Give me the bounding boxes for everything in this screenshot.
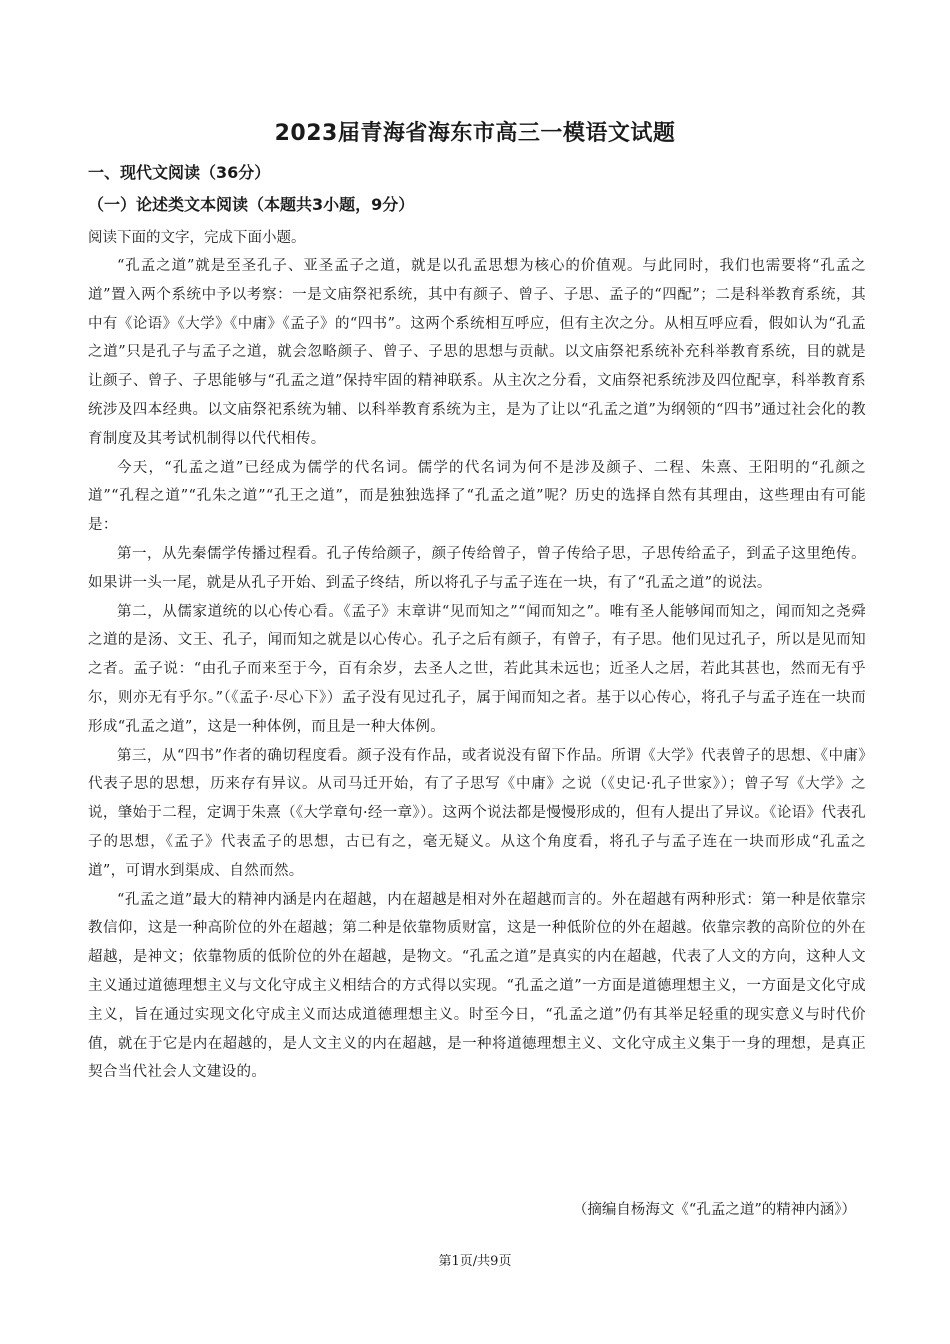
paragraph-1: “孔孟之道”就是至圣孔子、亚圣孟子之道，就是以孔孟思想为核心的价值观。与此同时，我们也需要将“孔孟之道”置入两个系统中予以考察：一是文庙祭祀系统，其中有颜子、曾子、子思、孟子的“四配”；二是科举教育系统，其中有《论语》《大学》《中庸》《孟子》的“四书”。这两个系统相互呼应，但有主次之分。从相互呼应看，假如认为“孔孟之道”只是孔子与孟子之道，就会忽略颜子、曾子、子思的思想与贡献。以文庙祭祀系统补充科举教育系统，目的就是让颜子、曾子、子思能够与“孔孟之道”保持牢固的精神联系。从主次之分看，文庙祭祀系统涉及四位配享，科举教育系统涉及四本经典。以文庙祭祀系统为辅、以科举教育系统为主，是为了让以“孔孟之道”为纲领的“四书”通过社会化的教育制度及其考试机制得以代代相传。 (88, 258, 866, 447)
page-number: 第1页/共9页 (438, 1254, 512, 1269)
section-heading: 一、现代文阅读（36分） (88, 163, 271, 182)
paragraph-2: 今天，“孔孟之道”已经成为儒学的代名词。儒学的代名词为何不是涉及颜子、二程、朱熹、王阳明的“孔颜之道”“孔程之道”“孔朱之道”“孔王之道”，而是独独选择了“孔孟之道”呢？历史的选择自然有其理由，这些理由有可能是： (88, 459, 866, 534)
subsection-heading: （一）论述类文本阅读（本题共3小题，9分） (88, 195, 415, 214)
reading-instruction: 阅读下面的文字，完成下面小题。 (88, 230, 306, 246)
paragraph-5: 第三，从“四书”作者的确切程度看。颜子没有作品，或者说没有留下作品。所谓《大学》代表曾子的思想、《中庸》代表子思的思想，历来存有异议。从司马迁开始，有了子思写《中庸》之说（《史记·孔子世家》）；曾子写《大学》之说，肇始于二程，定调于朱熹（《大学章句·经一章》）。这两个说法都是慢慢形成的，但有人提出了异议。《论语》代表孔子的思想，《孟子》代表孟子的思想，古已有之，毫无疑义。从这个角度看，将孔子与孟子连在一块而形成“孔孟之道”，可谓水到渠成、自然而然。 (88, 747, 866, 879)
paragraph-6: “孔孟之道”最大的精神内涵是内在超越，内在超越是相对外在超越而言的。外在超越有两种形式：第一种是依靠宗教信仰，这是一种高阶位的外在超越；第二种是依靠物质财富，这是一种低阶位的外在超越。依靠宗教的高阶位的外在超越，是神文；依靠物质的低阶位的外在超越，是物文。“孔孟之道”是真实的内在超越，代表了人文的方向，这种人文主义通过道德理想主义与文化守成主义相结合的方式得以实现。“孔孟之道”一方面是道德理想主义，一方面是文化守成主义，旨在通过实现文化守成主义而达成道德理想主义。时至今日，“孔孟之道”仍有其举足轻重的现实意义与时代价值，就在于它是内在超越的，是人文主义的内在超越，是一种将道德理想主义、文化守成主义集于一身的理想，是真正契合当代社会人文建设的。 (88, 891, 866, 1081)
exam-title: 2023届青海省海东市高三一模语文试题 (274, 121, 676, 146)
paragraph-4: 第二，从儒家道统的以心传心看。《孟子》末章讲“见而知之”“闻而知之”。唯有圣人能够闻而知之，闻而知之尧舜之道的是汤、文王、孔子，闻而知之就是以心传心。孔子之后有颜子，有曾子，有子思。他们见过孔子，所以是见而知之者。孟子说：“由孔子而来至于今，百有余岁，去圣人之世，若此其未远也；近圣人之居，若此其甚也，然而无有乎尔，则亦无有乎尔。”（《孟子·尽心下》）孟子没有见过孔子，属于闻而知之者。基于以心传心，将孔子与孟子连在一块而形成“孔孟之道”，这是一种体例，而且是一种大体例。 (88, 603, 866, 735)
paragraph-3: 第一，从先秦儒学传播过程看。孔子传给颜子，颜子传给曾子，曾子传给子思，子思传给孟子，到孟子这里绝传。如果讲一头一尾，就是从孔子开始、到孟子终结，所以将孔子与孟子连在一块，有了“孔孟之道”的说法。 (88, 545, 866, 591)
passage-body (88, 252, 866, 1087)
source-citation: （摘编自杨海文《“孔孟之道”的精神内涵》） (572, 1202, 856, 1218)
